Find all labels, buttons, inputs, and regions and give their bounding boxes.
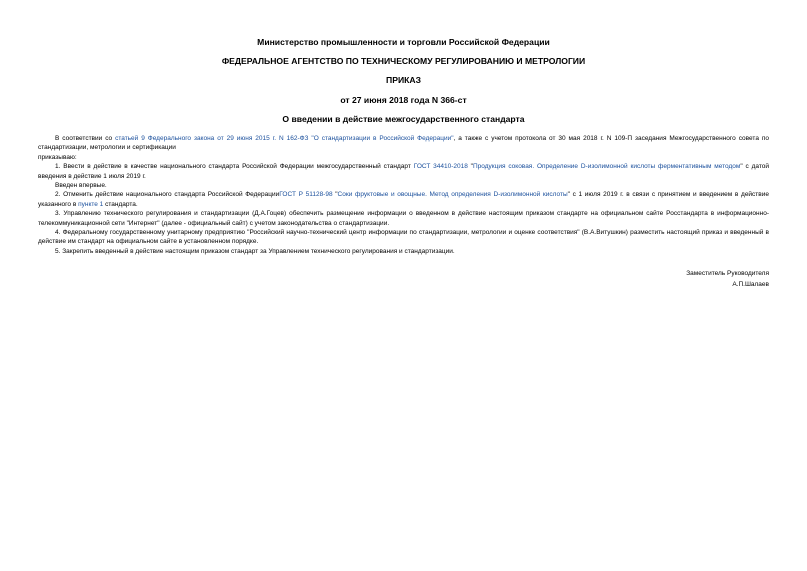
signature-block	[686, 269, 769, 290]
item-1-paragraph	[38, 162, 769, 181]
item-2-text-4: стандарта.	[103, 200, 138, 208]
ministry-title: Министерство промышленности и торговли Российской Федерации	[257, 37, 550, 47]
item-5-paragraph: 5. Закрепить введенный в действие настоящим приказом стандарт за Управлением технического регулирования и стандартизации.	[55, 247, 455, 255]
preamble-paragraph	[38, 134, 769, 153]
document-subject: О введении в действие межгосударственного стандарта	[282, 114, 525, 124]
item-2-text-2: "	[332, 191, 338, 199]
signer-name: А.П.Шалаев	[732, 280, 769, 288]
item-1-text-1: 1. Ввести в действие в качестве национального стандарта Российской Федерации межгосударственный стандарт	[55, 163, 414, 171]
item-3-paragraph: 3. Управлению технического регулирования и стандартизации (Д.А.Гоцев) обеспечить размещение информации о введенном в действие настоящим приказом стандарте на официальном сайте Росстандарта в информационно-телекоммуникационной сети "Интернет" (далее - официальный сайт) с учетом законодательства о стандартизации.	[38, 210, 769, 227]
gost-r-51128-link[interactable]: ГОСТ Р 51128-98	[279, 191, 333, 199]
gost-r-51128-title-link[interactable]: Соки фруктовые и овощные. Метод определения D-изолимонной кислоты	[337, 191, 568, 199]
item-1-text-3: " с датой введения в действие 1 июля 2019 г.	[38, 163, 770, 180]
item-1-reference-link[interactable]: пункте 1	[78, 200, 104, 208]
law-article-link[interactable]: статьей 9 Федерального закона от 29 июня 2015 г. N 162-ФЗ "О стандартизации в Российской Федерации"	[115, 135, 454, 142]
document-body	[38, 134, 769, 256]
item-1-text-2: "	[467, 163, 473, 171]
agency-title: ФЕДЕРАЛЬНОЕ АГЕНТСТВО ПО ТЕХНИЧЕСКОМУ РЕГУЛИРОВАНИЮ И МЕТРОЛОГИИ	[221, 56, 586, 66]
gost-34410-link[interactable]: ГОСТ 34410-2018	[413, 163, 468, 171]
item-1-note: Введен впервые.	[55, 182, 107, 190]
item-2-paragraph	[38, 190, 769, 209]
preamble-text-2: , а также с учетом протокола от 30 мая 2018 г. N 109-П заседания Межгосударственного совета по стандартизации, метрологии и сертификации	[38, 135, 769, 152]
document-type: ПРИКАЗ	[386, 75, 421, 85]
document-date-number: от 27 июня 2018 года N 366-ст	[340, 95, 467, 105]
preamble-text-1: В соответствии со	[55, 135, 116, 142]
item-4-paragraph: 4. Федеральному государственному унитарному предприятию "Российский научно-технический центр информации по стандартизации, метрологии и оценке соответствия" (В.А.Витушкин) разместить настоящий приказ и введенный в действие им стандарт на официальном сайте в установленном порядке.	[38, 229, 769, 246]
gost-34410-title-link[interactable]: Продукция соковая. Определение D-изолимонной кислоты ферментативным методом	[473, 163, 741, 171]
item-2-text-3: " с 1 июля 2019 г. в связи с принятием и введением в действие указанного в	[38, 191, 769, 208]
signer-position: Заместитель Руководителя	[686, 270, 769, 277]
order-word: приказываю:	[38, 153, 77, 161]
item-2-text-1: 2. Отменить действие национального стандарта Российской Федерации	[55, 191, 280, 199]
